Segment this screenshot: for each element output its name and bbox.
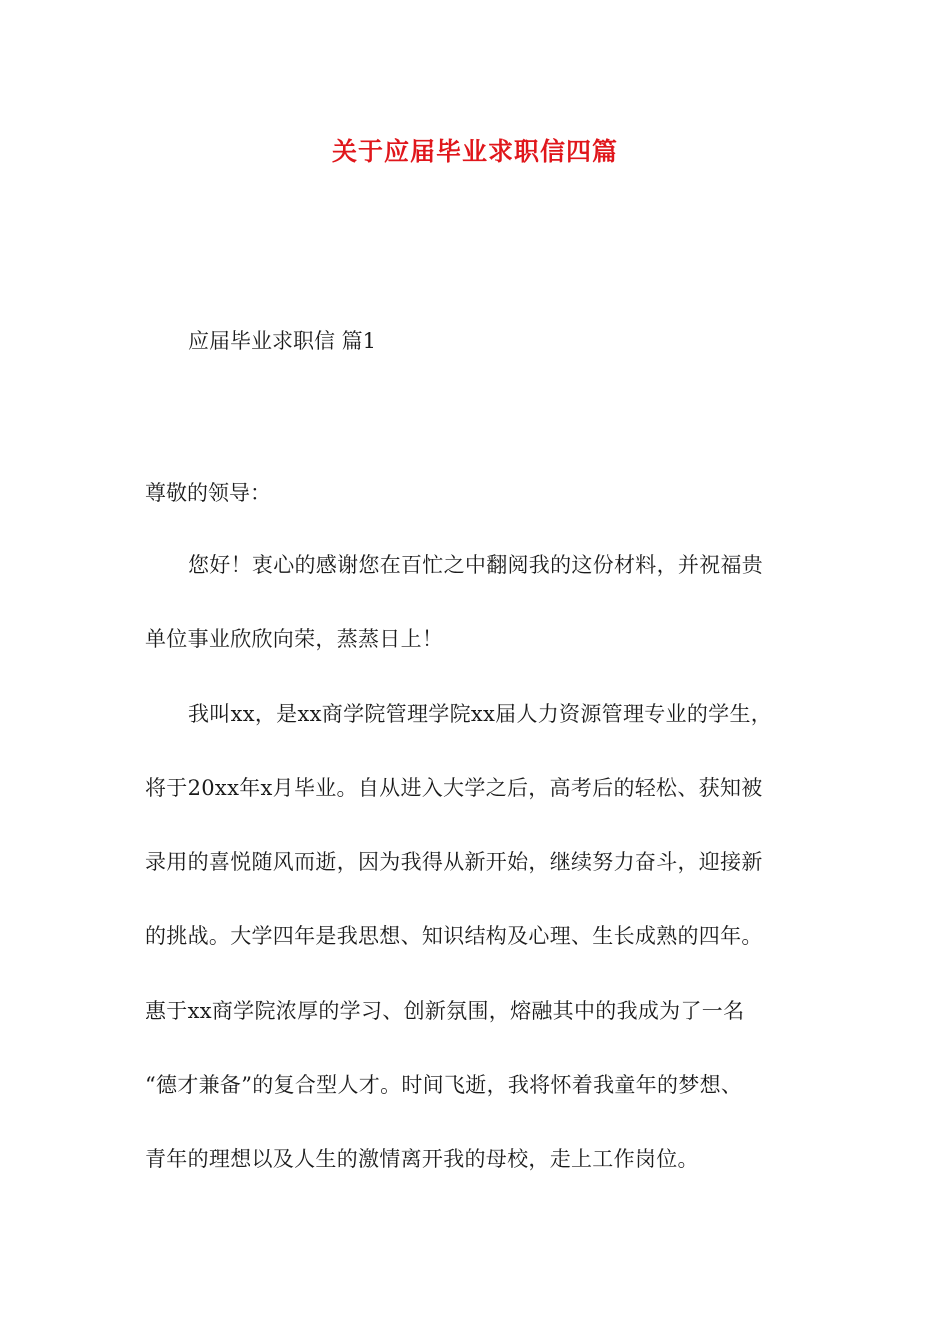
paragraph-line: 您好！衷心的感谢您在百忙之中翻阅我的这份材料，并祝福贵	[188, 553, 764, 577]
paragraph-line: 惠于xx商学院浓厚的学习、创新氛围，熔融其中的我成为了一名	[145, 999, 745, 1023]
paragraph-line: 单位事业欣欣向荣，蒸蒸日上！	[145, 627, 444, 651]
paragraph-line: 我叫xx，是xx商学院管理学院xx届人力资源管理专业的学生，	[188, 702, 773, 726]
section-heading: 应届毕业求职信 篇1	[188, 329, 377, 353]
salutation: 尊敬的领导：	[145, 481, 271, 505]
paragraph-line: 将于20xx年x月毕业。自从进入大学之后，高考后的轻松、获知被	[145, 776, 763, 800]
paragraph-line: 录用的喜悦随风而逝，因为我得从新开始，继续努力奋斗，迎接新	[145, 850, 763, 874]
document-title: 关于应届毕业求职信四篇	[331, 137, 618, 166]
paragraph-line: “德才兼备”的复合型人才。时间飞逝，我将怀着我童年的梦想、	[145, 1073, 743, 1097]
paragraph-line: 的挑战。大学四年是我思想、知识结构及心理、生长成熟的四年。	[145, 924, 763, 948]
paragraph-line: 青年的理想以及人生的激情离开我的母校，走上工作岗位。	[145, 1147, 699, 1171]
